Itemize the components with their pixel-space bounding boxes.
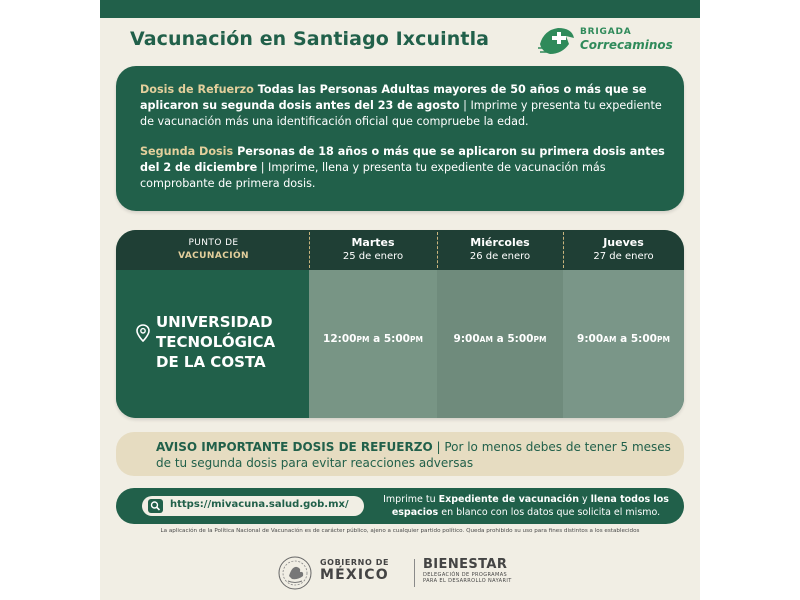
hours-jueves: [563, 333, 684, 345]
day-date: 26 de enero: [469, 251, 531, 262]
top-band: [100, 0, 700, 18]
end-time: 5:00: [507, 333, 534, 345]
start-time: 12:00: [323, 333, 357, 345]
day-header-miercoles: [437, 236, 563, 263]
url-link[interactable]: [142, 496, 364, 516]
page-title: Vacunación en Santiago Ixcuintla: [130, 28, 490, 50]
start-time: 9:00: [577, 333, 604, 345]
schedule-table: [116, 230, 684, 418]
hours-martes: [309, 333, 437, 345]
note-part: en blanco con los datos que solicita el mismo.: [438, 507, 661, 518]
bienestar-subtitle: PARA EL DESARROLLO NAYARIT: [423, 578, 512, 584]
bienestar-logo: [423, 557, 512, 584]
notice-text: [156, 439, 676, 471]
start-suffix: AM: [603, 335, 617, 344]
day-date: 25 de enero: [342, 251, 404, 262]
start-suffix: PM: [356, 335, 370, 344]
segunda-heading: Segunda Dosis: [140, 145, 234, 158]
vaccination-site-name: [156, 312, 275, 372]
gob-line: MÉXICO: [320, 567, 389, 583]
segunda-eligibility: Personas de 18 años o más que se aplicaron su primera dosis antes del 2 de diciembre: [140, 145, 665, 174]
refuerzo-paragraph: [140, 82, 670, 130]
time-separator: a: [616, 333, 631, 345]
footer-divider: [414, 559, 415, 587]
site-line: DE LA COSTA: [156, 353, 266, 371]
note-part: Imprime tu: [383, 494, 439, 505]
correcaminos-label: Correcaminos: [580, 38, 673, 52]
url-text[interactable]: https://mivacuna.salud.gob.mx/: [170, 499, 349, 510]
note-part: llena todos los espacios: [391, 494, 669, 518]
end-time: 5:00: [630, 333, 657, 345]
site-line: UNIVERSIDAD: [156, 313, 273, 331]
notice-body: | Por lo menos debes de tener 5 meses de tu segunda dosis para evitar reacciones adversas: [156, 440, 671, 470]
day-header-jueves: [563, 236, 684, 263]
refuerzo-instructions: | Imprime y presenta tu expediente de vacunación más una identificación oficial que compruebe la edad.: [140, 99, 662, 128]
day-name: Miércoles: [470, 236, 530, 249]
end-time: 5:00: [383, 333, 410, 345]
day-header-martes: [309, 236, 437, 263]
end-suffix: PM: [409, 335, 423, 344]
footer-logos: [100, 545, 700, 600]
day-name: Jueves: [603, 236, 644, 249]
day-date: 27 de enero: [593, 251, 654, 262]
gobierno-de-mexico-logo: [320, 558, 389, 583]
location-pin-icon: [136, 324, 150, 342]
vacunacion-label: VACUNACIÓN: [178, 251, 249, 261]
url-bar: [116, 488, 684, 524]
end-suffix: PM: [656, 335, 670, 344]
mexico-coat-of-arms-icon: [278, 556, 312, 590]
time-separator: a: [369, 333, 384, 345]
bienestar-subtitle: DELEGACIÓN DE PROGRAMAS: [423, 572, 508, 578]
gob-line: GOBIERNO DE: [320, 558, 390, 567]
punto-label: PUNTO DE: [188, 238, 239, 248]
site-line: TECNOLÓGICA: [156, 333, 276, 351]
hours-miercoles: [437, 333, 563, 345]
start-time: 9:00: [453, 333, 480, 345]
url-instructions: [376, 493, 676, 519]
search-icon: [148, 499, 163, 513]
brigada-logo: [538, 22, 678, 60]
vaccination-poster: [100, 0, 700, 600]
brigada-emblem-icon: [538, 24, 576, 58]
punto-header: [146, 237, 281, 263]
dose-info-panel: [116, 66, 684, 211]
start-suffix: AM: [479, 335, 493, 344]
refuerzo-heading: Dosis de Refuerzo: [140, 83, 254, 96]
day-name: Martes: [351, 236, 395, 249]
brigada-label: BRIGADA: [580, 27, 632, 37]
refuerzo-eligibility: Todas las Personas Adultas mayores de 50 años o más que se aplicaron su segunda dosis antes del 23 de agosto: [140, 83, 647, 112]
end-suffix: PM: [533, 335, 547, 344]
note-part: Expediente de vacunación: [438, 494, 579, 505]
notice-heading: AVISO IMPORTANTE DOSIS DE REFUERZO: [156, 440, 433, 454]
segunda-instructions: | Imprime, llena y presenta tu expediente de vacunación más comprobante de primera dosis.: [140, 161, 606, 190]
time-separator: a: [492, 333, 508, 345]
legal-disclaimer: La aplicación de la Política Nacional de Vacunación es de carácter público, ajeno a cualquier partido político. Queda prohibido su uso para fines distintos a los establecidos: [160, 528, 640, 534]
important-notice: [116, 432, 684, 476]
note-part: y: [578, 494, 591, 505]
segunda-paragraph: [140, 144, 670, 192]
bienestar-title: BIENESTAR: [423, 557, 508, 572]
